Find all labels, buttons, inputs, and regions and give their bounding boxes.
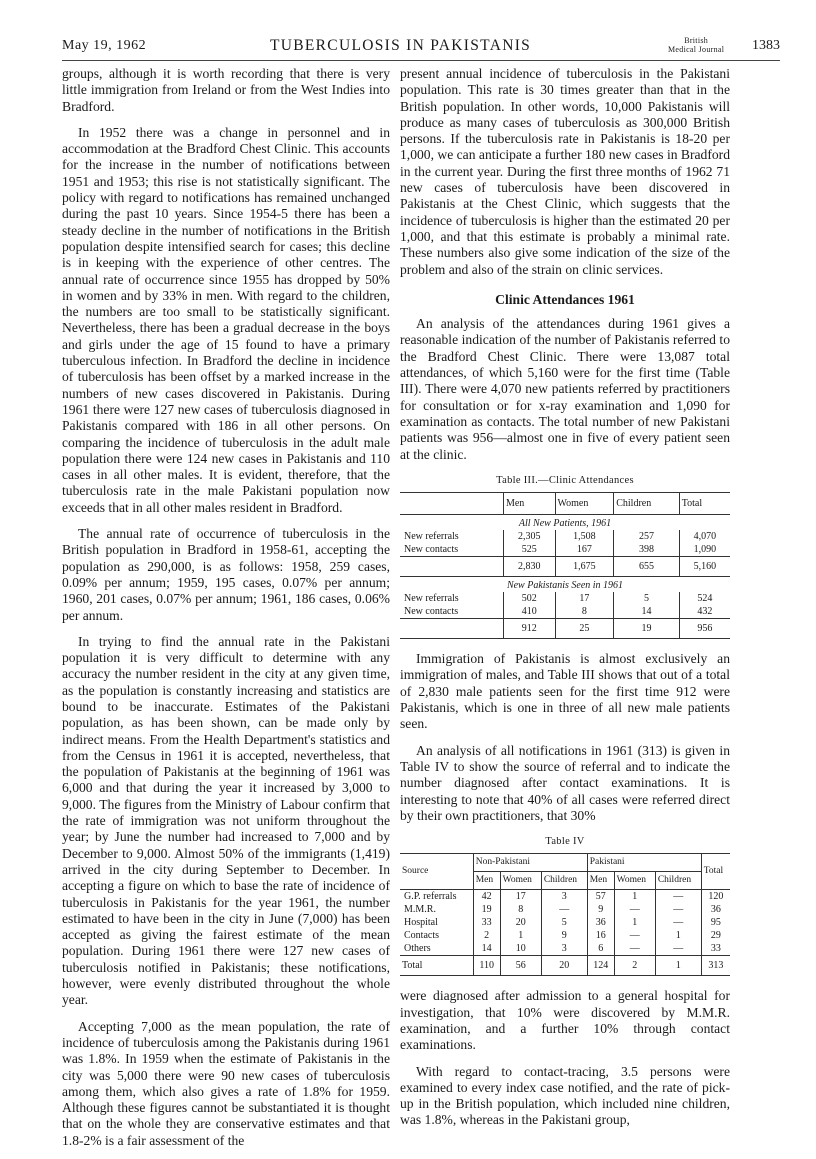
table-cell: 20 [500,916,541,929]
table-cell: 5,160 [679,557,730,577]
table3-caption: Table III.—Clinic Attendances [496,474,634,486]
table-cell: 16 [587,929,614,942]
row-label: New contacts [404,606,459,618]
row-label: New referrals [404,593,459,605]
table4-notification-sources [400,853,730,976]
table-cell: 1,090 [679,543,730,557]
paragraph: An analysis of the attendances during 1961 gives a reasonable indication of the number of Pakistanis referred to the Bradford Chest Clinic. There were 13,087 total attendances, of which 5,160 were for the first time (Table III). There were 4,070 new patients referred by practitioners for consultation or for x-ray examination and 1,090 for examination as contacts. The total number of new Pakistani patients was 956—almost one in five of every patient seen at the clinic. [400,316,730,462]
table-cell: — [655,890,701,904]
table-row [400,903,730,916]
table-cell: 120 [701,890,730,904]
table-cell: 655 [614,557,679,577]
table-cell: 432 [679,605,730,619]
table-header: Total [701,854,730,890]
table3-clinic-attendances [400,492,730,639]
table-header: Women [555,493,614,515]
row-label: M.M.R. [404,904,436,916]
paragraph: In trying to find the annual rate in the Pakistani population it is very difficult to determine with any accuracy the number resident in the city at any given time, as the population is constantly increasing and statistics are bound to be inaccurate. Estimates of the Pakistani population, as has been shown, can be made only by indirect means. From the Health Department's statistics and from the Census in 1961 it is accepted, nevertheless, that the population of Pakistanis at the beginning of 1961 was 6,000 and that during the year it increased by 3,000 to 9,000. The figures from the Ministry of Labour confirm that the rate of immigration was not uniform throughout the year; by June the number had increased to 7,000 and by December to 9,000. Almost 50% of the immigrants (1,419) arrived in the city during September to December. In accepting a figure on which to base the rate of incidence of tuberculosis in Pakistanis for the year 1961, the number estimated to have been in the city in June (7,000) has been accepted as giving the fairest estimate of the mean population. During 1961 there were 127 new cases of tuberculosis notified in Pakistanis; these notifications, however, were evenly distributed throughout the whole year. [62,633,390,1008]
journal-name [668,36,724,54]
table-header: Children [614,493,679,515]
table-cell: 4,070 [679,530,730,543]
paragraph: were diagnosed after admission to a general hospital for investigation, that 10% were discovered by M.M.R. examination, and a further 10% through contact examinations. [400,988,730,1053]
table-header: Men [473,872,500,890]
paragraph: With regard to contact-tracing, 3.5 persons were examined to every index case notified, and the rate of pick-up in the British population, which included nine children, was 1.8%, whereas in the Pakistani group, [400,1063,730,1128]
table-row [400,929,730,942]
table-cell: 57 [587,890,614,904]
paragraph: Immigration of Pakistanis is almost exclusively an immigration of males, and Table III shows that out of a total of 2,830 male patients seen for the first time 912 were Pakistanis, which is one in three of all new male patients seen. [400,651,730,732]
table-cell: 8 [555,605,614,619]
table-cell: 2,830 [503,557,555,577]
paragraph: An analysis of all notifications in 1961 (313) is given in Table IV to show the source of referral and to indicate the number diagnosed after contact examinations. It is interesting to note that 40% of all cases were referred direct by their own practitioners, that 30% [400,742,730,823]
page-number: 1383 [752,38,780,53]
table4-caption: Table IV [545,836,585,848]
table-cell: 33 [473,916,500,929]
table-cell: 9 [587,903,614,916]
table-cell: 524 [679,592,730,605]
table-cell: 410 [503,605,555,619]
table-total-row [400,557,730,577]
table-cell: 19 [473,903,500,916]
table-cell: — [614,929,655,942]
table-row [400,543,730,557]
table-cell: — [655,942,701,956]
row-label-blank [400,557,503,577]
table-cell: 9 [541,929,587,942]
table-header: Children [655,872,701,890]
journal-name-line2: Medical Journal [668,45,725,54]
row-label: New contacts [404,544,459,556]
table-header: Men [503,493,555,515]
table-cell: — [614,942,655,956]
table-group-header: Non-Pakistani [473,854,587,872]
table-cell: 2,305 [503,530,555,543]
table-row [400,916,730,929]
issue-date: May 19, 1962 [62,38,147,53]
table-cell: 1 [614,916,655,929]
paragraph: Accepting 7,000 as the mean population, the rate of incidence of tuberculosis among the Pakistanis during 1961 was 1.8%. In 1959 when the estimate of Pakistanis in the city was 5,000 there were 90 new cases of tuberculosis among them, which also gives a rate of 1.8% for 1959. Although these figures cannot be substantiated it is thought that on the whole they are conservative estimates and that 1.8-2% is a fair assessment of the [62,1018,390,1148]
table-cell: 1,508 [555,530,614,543]
table-header: Total [679,493,730,515]
table-cell: — [541,903,587,916]
table-header: Source [402,866,429,877]
table-cell: 956 [679,619,730,639]
table-header: Women [614,872,655,890]
row-label: G.P. referrals [404,891,457,903]
table-cell: 525 [503,543,555,557]
table-cell: 25 [555,619,614,639]
table-cell: 19 [614,619,679,639]
table-cell: 42 [473,890,500,904]
row-label: Total [400,956,473,976]
table-cell: 14 [473,942,500,956]
table-cell: 1 [500,929,541,942]
table-cell: 257 [614,530,679,543]
table-cell: 1 [655,929,701,942]
table-row [400,605,730,619]
right-column [400,66,730,1139]
table-cell: 3 [541,890,587,904]
table-section-title: All New Patients, 1961 [518,518,612,530]
table-row [400,942,730,956]
table-row [400,530,730,543]
table-cell: 33 [701,942,730,956]
row-label: Contacts [404,930,439,942]
table-cell: 110 [473,956,500,976]
table-cell: 398 [614,543,679,557]
table-total-row [400,956,730,976]
table-header-blank [400,493,503,515]
table-cell: — [614,903,655,916]
row-label-blank [400,619,503,639]
paragraph: The annual rate of occurrence of tuberculosis in the British population in Bradford in 1958-61, accepting the population as 290,000, is as follows: 1958, 259 cases, 0.09% per annum; 1959, 195 cases, 0.07% per annum; 1960, 201 cases, 0.07% per annum; 1961, 186 cases, 0.06% per annum. [62,526,390,623]
row-label: New referrals [404,531,459,543]
table-cell: 3 [541,942,587,956]
section-heading: Clinic Attendances 1961 [495,291,635,307]
table-cell: 1 [655,956,701,976]
table-cell: 124 [587,956,614,976]
table-cell: 1 [614,890,655,904]
table-cell: 502 [503,592,555,605]
running-title: TUBERCULOSIS IN PAKISTANIS [270,37,532,54]
table-section-title: New Pakistanis Seen in 1961 [506,580,624,592]
table-cell: 56 [500,956,541,976]
table-cell: 95 [701,916,730,929]
table-cell: 20 [541,956,587,976]
table-cell: 29 [701,929,730,942]
table-header: Men [587,872,614,890]
table-row [400,592,730,605]
paragraph: present annual incidence of tuberculosis in the Pakistani population. This rate is 30 times greater than that in the British population. In other words, 10,000 Pakistanis will produce as many cases of tuberculosis as 300,000 British persons. If the tuberculosis rate in Pakistanis is 18-20 per 1,000, we can anticipate a further 180 new cases in Bradford in the current year. During the first three months of 1962 71 new cases of tuberculosis have been discovered in Pakistanis at the Chest Clinic, which suggests that the incidence of tuberculosis is higher than the estimated 20 per 1,000, and that this estimate is probably a minimal rate. These numbers also give some indication of the size of the problem and also of the strain on clinic services. [400,66,730,277]
table-cell: — [655,916,701,929]
row-label: Hospital [404,917,438,929]
table-header: Women [500,872,541,890]
table-cell: — [655,903,701,916]
table-cell: 36 [587,916,614,929]
table-cell: 10 [500,942,541,956]
table-cell: 2 [473,929,500,942]
table-cell: 14 [614,605,679,619]
table-cell: 5 [614,592,679,605]
paragraph: In 1952 there was a change in personnel and in accommodation at the Bradford Chest Clinic. This accounts for the increase in the number of notifications between 1951 and 1953; this rise is not statistically significant. The policy with regard to notifications has remained unchanged during the past 10 years. Since 1954-5 there has been a steady decline in the number of notifications in the British population despite intensified search for cases; this decline is in keeping with the experience of other centres. The annual rate of occurrence since 1955 has dropped by 50% in women and by 33% in men. With regard to the children, the numbers are too small to be statistically significant. Nevertheless, there has been a gradual decrease in the boys and girls under the age of 15 found to have a primary tuberculous infection. In Bradford the decline in incidence of tuberculosis has been offset by a marked increase in the numbers of new cases discovered in Pakistanis. During 1961 there were 127 new cases of tuberculosis diagnosed in Pakistanis compared with 186 in all other persons. On comparing the incidence of tuberculosis in the adult male population there were 124 new cases in Pakistanis and 110 cases in all other males. It is evident, therefore, that the tuberculosis rate in the male Pakistani population now exceeds that in all other males resident in Bradford. [62,124,390,515]
table-cell: 36 [701,903,730,916]
table-cell: 912 [503,619,555,639]
table-cell: 1,675 [555,557,614,577]
left-column [62,66,390,1159]
table-cell: 313 [701,956,730,976]
paragraph: groups, although it is worth recording that there is very little immigration from Ireland or from the West Indies into Bradford. [62,66,390,114]
table-cell: 2 [614,956,655,976]
table-cell: 6 [587,942,614,956]
table-cell: 5 [541,916,587,929]
table-header: Children [541,872,587,890]
journal-name-line1: British [684,36,709,45]
row-label: Others [404,943,431,955]
table-total-row [400,619,730,639]
table-cell: 167 [555,543,614,557]
table-row [400,890,730,904]
page-header [62,36,780,61]
table-group-header: Pakistani [587,854,701,872]
table-cell: 8 [500,903,541,916]
table-cell: 17 [555,592,614,605]
table-cell: 17 [500,890,541,904]
